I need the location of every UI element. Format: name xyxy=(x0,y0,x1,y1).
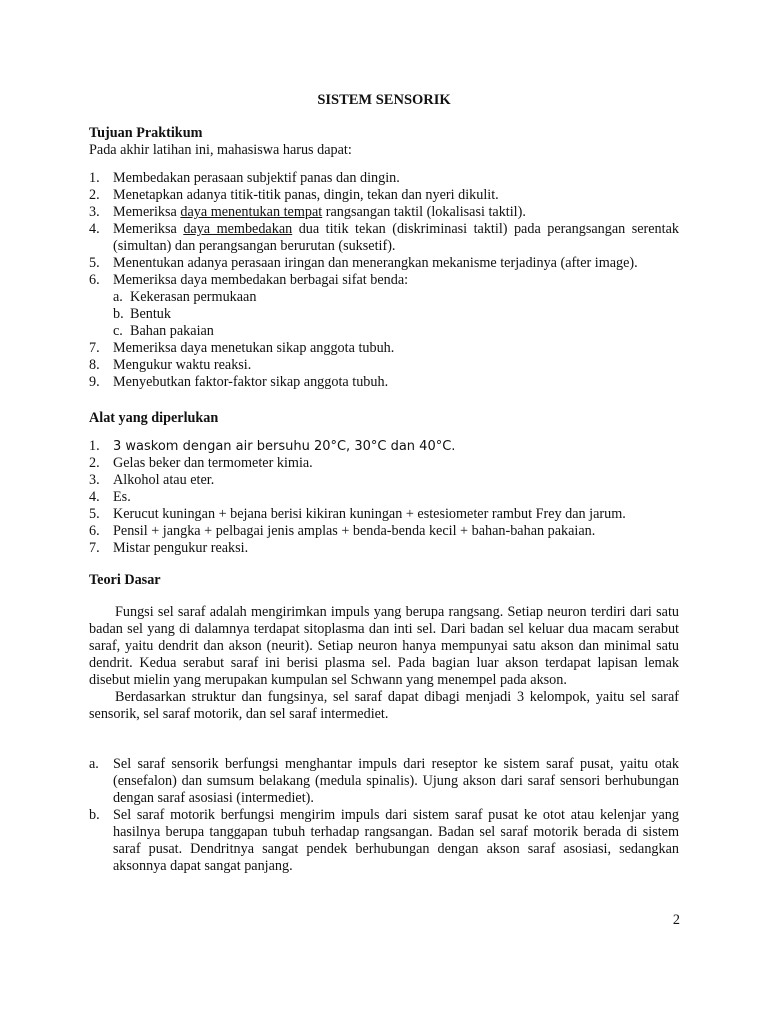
tujuan-heading: Tujuan Praktikum xyxy=(89,125,203,141)
teori-paragraph-2: Berdasarkan struktur dan fungsinya, sel saraf dapat dibagi menjadi 3 kelompok, yaitu sel saraf sensorik, sel saraf motorik, dan sel saraf intermediet. xyxy=(89,689,679,722)
tujuan-intro: Pada akhir latihan ini, mahasiswa harus dapat: xyxy=(89,142,352,158)
teori-body xyxy=(89,604,679,723)
list-item: 3. Alkohol atau eter. xyxy=(89,472,215,488)
list-item: 2. Gelas beker dan termometer kimia. xyxy=(89,455,313,471)
list-item: 6. Pensil + jangka + pelbagai jenis amplas + benda-benda kecil + bahan-bahan pakaian. xyxy=(89,523,596,539)
teori-list xyxy=(89,756,679,875)
page-number: 2 xyxy=(672,912,680,928)
list-item: b. Sel saraf motorik berfungsi mengirim impuls dari sistem saraf pusat ke otot atau kelenjar yang hasilnya berupa tanggapan tubuh terhadap rangsangan. Badan sel saraf motorik berada di sistem saraf pusat. Dendritnya sangat pendek berhubungan dengan akson saraf asosiasi, sedangkan aksonnya dapat sangat panjang. xyxy=(89,807,679,874)
list-item: a. Sel saraf sensorik berfungsi menghantar impuls dari reseptor ke sistem saraf pusat, yaitu otak (ensefalon) dan sumsum belakang (medula spinalis). Ujung akson dari saraf sensori berhubungan dengan saraf asosiasi (intermediet). xyxy=(89,756,679,806)
teori-heading: Teori Dasar xyxy=(89,572,161,588)
list-item: 8. Mengukur waktu reaksi. xyxy=(89,357,252,373)
tujuan-list xyxy=(89,170,679,391)
list-item: 5. Kerucut kuningan + bejana berisi kikiran kuningan + estesiometer rambut Frey dan jarum. xyxy=(89,506,626,522)
list-item: 6. Memeriksa daya membedakan berbagai sifat benda: a. Kekerasan permukaan b. Bentuk c. Bahan pakaian xyxy=(89,272,679,340)
list-item: 4. Es. xyxy=(89,489,131,505)
list-item: 1. Membedakan perasaan subjektif panas dan dingin. xyxy=(89,170,400,186)
list-item: 4. Memeriksa daya membedakan dua titik tekan (diskriminasi taktil) pada perangsangan serentak (simultan) dan perangsangan berurutan (suksetif). xyxy=(89,221,679,254)
list-item: 3. Memeriksa daya menentukan tempat rangsangan taktil (lokalisasi taktil). xyxy=(89,204,526,220)
sub-list-item: b. Bentuk xyxy=(113,306,171,322)
list-item: 7. Mistar pengukur reaksi. xyxy=(89,540,249,556)
teori-paragraph-1: Fungsi sel saraf adalah mengirimkan impuls yang berupa rangsang. Setiap neuron terdiri dari satu badan sel yang di dalamnya terdapat sitoplasma dan inti sel. Dari badan sel keluar dua macam serabut saraf, yaitu dendrit dan akson (neurit). Setiap neuron hanya mempunyai satu akson dan minimal satu dendrit. Kedua serabut saraf ini berisi plasma sel. Pada bagian luar akson terdapat lapisan lemak disebut mielin yang merupakan kumpulan sel Schwann yang menempel pada akson. xyxy=(89,604,679,688)
list-item: 9. Menyebutkan faktor-faktor sikap anggota tubuh. xyxy=(89,374,389,390)
list-item: 1. 3 waskom dengan air bersuhu 20°C, 30°C dan 40°C. xyxy=(89,438,456,454)
page-title: SISTEM SENSORIK xyxy=(317,92,451,108)
teori-section xyxy=(89,572,679,589)
alat-section xyxy=(89,410,679,427)
list-item: 5. Menentukan adanya perasaan iringan dan menerangkan mekanisme terjadinya (after image). xyxy=(89,255,638,271)
tujuan-section xyxy=(89,125,679,159)
sub-list-item: a. Kekerasan permukaan xyxy=(113,289,257,305)
alat-heading: Alat yang diperlukan xyxy=(89,410,219,426)
list-item: 7. Memeriksa daya menetukan sikap anggota tubuh. xyxy=(89,340,395,356)
list-item: 2. Menetapkan adanya titik-titik panas, dingin, tekan dan nyeri dikulit. xyxy=(89,187,499,203)
alat-list xyxy=(89,438,679,557)
sub-list-item: c. Bahan pakaian xyxy=(113,323,214,339)
